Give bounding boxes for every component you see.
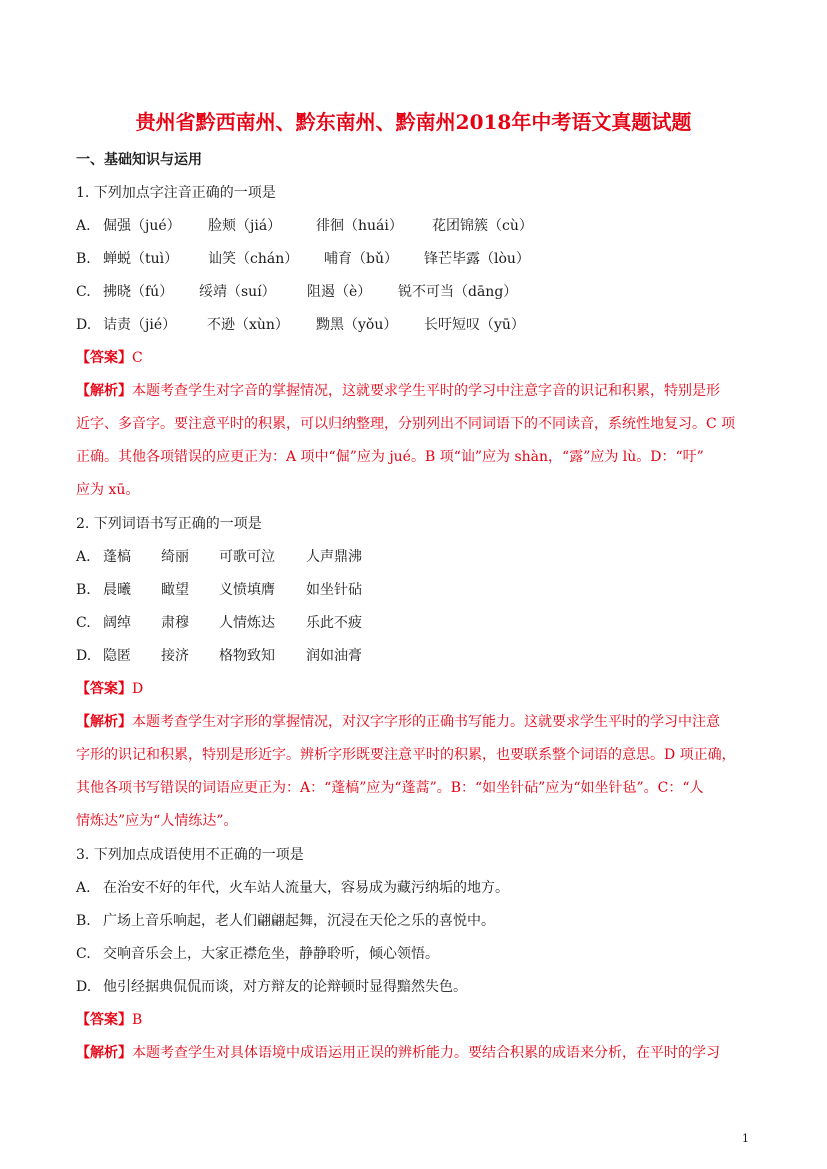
- option-label: A.: [76, 549, 91, 565]
- option-item: 脸颊（jiá）: [208, 218, 282, 234]
- option-label: D.: [76, 979, 92, 995]
- q2-analysis-line: 字形的识记和积累，特别是形近字。辨析字形既要注意平时的积累，也要联系整个词语的意思。D 项正确，: [76, 747, 736, 763]
- page-number: 1: [742, 1132, 749, 1145]
- answer-label: 【答案】: [76, 350, 132, 366]
- q3-option-d: [76, 977, 467, 997]
- answer-value: B: [132, 1012, 143, 1028]
- q1-option-b: [76, 249, 530, 269]
- option-item: 绥靖（suí）: [199, 284, 276, 300]
- option-item: 如坐针砧: [306, 582, 362, 598]
- option-item: 润如油膏: [306, 648, 362, 664]
- q3-option-c: [76, 944, 439, 964]
- section-heading: 一、基础知识与运用: [76, 152, 202, 168]
- q2-analysis-line: 情炼达”应为“人情练达”。: [76, 813, 238, 829]
- option-item: 不逊（xùn）: [207, 317, 289, 333]
- q2-option-d: [76, 646, 362, 666]
- q2-analysis-line: [76, 712, 720, 732]
- q2-stem: 2. 下列词语书写正确的一项是: [76, 516, 262, 532]
- analysis-text: 本题考查学生对字音的掌握情况，这就要求学生平时的学习中注意字音的识记和积累，特别是形: [132, 383, 720, 399]
- analysis-label: 【解析】: [76, 1045, 132, 1061]
- document-title: 贵州省黔西南州、黔东南州、黔南州2018年中考语文真题试题: [135, 110, 692, 134]
- option-label: D.: [76, 648, 92, 664]
- option-label: C.: [76, 946, 91, 962]
- answer-label: 【答案】: [76, 681, 132, 697]
- option-item: 乐此不疲: [306, 615, 362, 631]
- option-item: 长吁短叹（yū）: [424, 317, 525, 333]
- option-item: 倔强（jué）: [103, 218, 181, 234]
- option-item: 绮丽: [161, 549, 189, 565]
- option-label: A.: [76, 218, 91, 234]
- option-text: 在治安不好的年代，火车站人流量大，容易成为藏污纳垢的地方。: [103, 880, 509, 896]
- q2-option-c: [76, 613, 362, 633]
- option-label: B.: [76, 582, 91, 598]
- option-item: 拂晓（fú）: [103, 284, 174, 300]
- option-item: 格物致知: [219, 648, 275, 664]
- option-item: 晨曦: [103, 582, 131, 598]
- option-item: 可歌可泣: [219, 549, 275, 565]
- q1-stem: 1. 下列加点字注音正确的一项是: [76, 185, 276, 201]
- q1-option-d: [76, 315, 525, 335]
- option-item: 阔绰: [103, 615, 131, 631]
- option-text: 他引经据典侃侃而谈，对方辩友的论辩顿时显得黯然失色。: [103, 979, 467, 995]
- option-label: C.: [76, 615, 91, 631]
- q2-analysis-line: 其他各项书写错误的词语应更正为：A：“蓬槁”应为“蓬蒿”。B：“如坐针砧”应为“如坐针毡”。C：“人: [76, 780, 704, 796]
- option-item: 阻遏（è）: [307, 284, 372, 300]
- option-label: A.: [76, 880, 91, 896]
- analysis-label: 【解析】: [76, 383, 132, 399]
- option-label: B.: [76, 913, 91, 929]
- option-item: 隐匿: [103, 648, 131, 664]
- q1-option-c: [76, 282, 517, 302]
- q3-stem: 3. 下列加点成语使用不正确的一项是: [76, 847, 304, 863]
- q2-option-a: [76, 547, 362, 567]
- q3-option-a: [76, 878, 509, 898]
- option-item: 蓬槁: [103, 549, 131, 565]
- analysis-text: 本题考查学生对字形的掌握情况，对汉字字形的正确书写能力。这就要求学生平时的学习中注意: [132, 714, 720, 730]
- option-label: B.: [76, 251, 91, 267]
- q1-answer: [76, 348, 143, 368]
- option-item: 锐不可当（dāng）: [398, 284, 518, 300]
- answer-label: 【答案】: [76, 1012, 132, 1028]
- option-item: 黝黑（yǒu）: [316, 317, 398, 333]
- option-item: 诘责（jié）: [103, 317, 177, 333]
- option-item: 花团锦簇（cù）: [432, 218, 533, 234]
- q3-answer: [76, 1010, 142, 1030]
- q1-analysis-line: 正确。其他各项错误的应更正为：A 项中“倔”应为 jué。B 项“讪”应为 shàn，“露”应为 lù。D：“吁”: [76, 449, 704, 465]
- analysis-text: 本题考查学生对具体语境中成语运用正误的辨析能力。要结合积累的成语来分析，在平时的学习: [132, 1045, 720, 1061]
- q2-answer: [76, 679, 143, 699]
- option-item: 蝉蜕（tuì）: [103, 251, 179, 267]
- option-item: 瞰望: [161, 582, 189, 598]
- option-item: 肃穆: [161, 615, 189, 631]
- q2-option-b: [76, 580, 362, 600]
- option-item: 接济: [161, 648, 189, 664]
- option-item: 人声鼎沸: [306, 549, 362, 565]
- option-item: 锋芒毕露（lòu）: [424, 251, 530, 267]
- option-label: D.: [76, 317, 92, 333]
- q1-analysis-line: [76, 381, 720, 401]
- option-text: 交响音乐会上，大家正襟危坐，静静聆听，倾心领悟。: [103, 946, 439, 962]
- option-item: 义愤填膺: [219, 582, 275, 598]
- q1-analysis-line: 近字、多音字。要注意平时的积累，可以归纳整理，分别列出不同词语下的不同读音，系统性地复习。C 项: [76, 416, 736, 432]
- option-label: C.: [76, 284, 91, 300]
- q3-analysis-line: [76, 1043, 720, 1063]
- analysis-label: 【解析】: [76, 714, 132, 730]
- option-item: 人情炼达: [219, 615, 275, 631]
- q1-option-a: [76, 216, 533, 236]
- option-item: 讪笑（chán）: [208, 251, 299, 267]
- answer-value: D: [132, 681, 144, 697]
- option-text: 广场上音乐响起，老人们翩翩起舞，沉浸在天伦之乐的喜悦中。: [103, 913, 495, 929]
- q3-option-b: [76, 911, 495, 931]
- option-item: 徘徊（huái）: [316, 218, 403, 234]
- option-item: 哺育（bǔ）: [324, 251, 398, 267]
- answer-value: C: [132, 350, 143, 366]
- q1-analysis-line: 应为 xū。: [76, 482, 140, 498]
